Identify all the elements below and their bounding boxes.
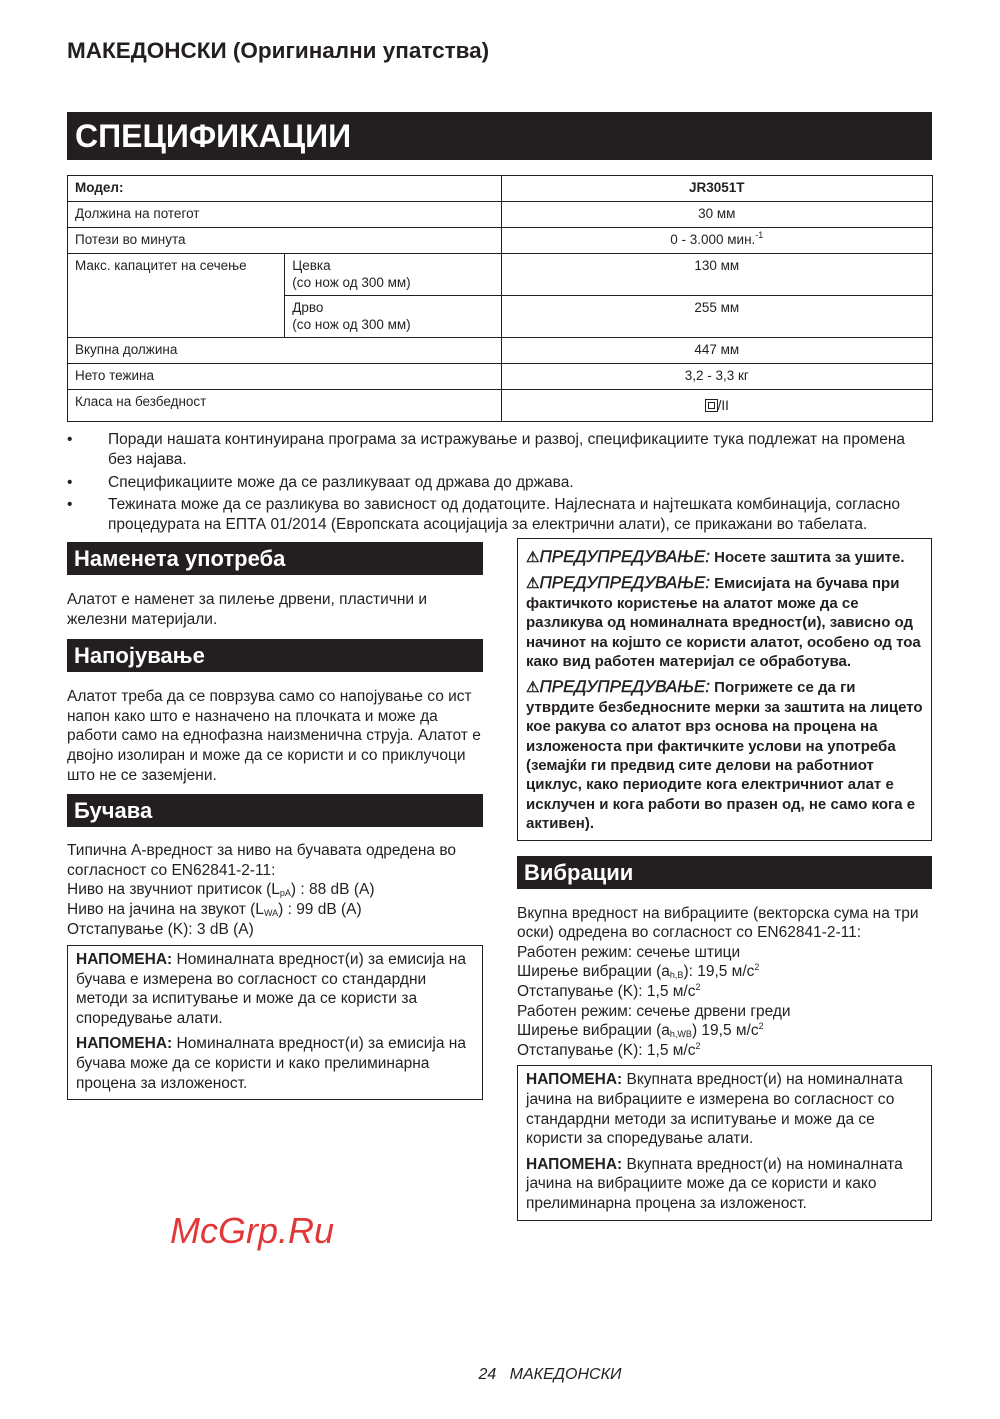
vibration-emission — [517, 1021, 932, 1041]
work-mode: Работен режим: сечење штици — [517, 943, 741, 961]
subscript: pA — [279, 888, 291, 899]
list-item-text: Спецификациите може да се разликуваат од држава до држава. — [108, 473, 574, 491]
vibration-heading: Вибрации — [517, 856, 932, 889]
power-text: Алатот треба да се поврзува само со напојување со ист напон како што е назначено на плочката и може да работи само на еднофазна наизменична струја. Алатот е двојно изолиран и може да се користи и со приклучоци што не се заземјени. — [67, 688, 481, 784]
strokes-value: 0 - 3.000 мин. — [670, 232, 756, 247]
model-label: Модел: — [68, 176, 502, 202]
warning-text: Емисијата на бучава при фактичкото користење на алатот може да се разликува од номиналната вредност(и), зависно од начинот на којшто се користи алатот, особено од тоа како вид работен материјал се обработува. — [526, 575, 921, 671]
noise-data — [67, 841, 483, 939]
table-row — [68, 228, 933, 254]
warning-icon: ⚠ — [526, 679, 540, 697]
note — [526, 1070, 923, 1148]
bullet: • — [67, 473, 73, 491]
capacity-sub-label — [285, 296, 501, 338]
table-row — [68, 202, 933, 228]
spec-heading: СПЕЦИФИКАЦИИ — [67, 112, 932, 160]
warning-text: Погрижете се да ги утврдите безбедносните мерки за заштита на лицето кое ракува со алатот врз основа на процена на изложеноста при фактичките услови на употреба (земајќи ги предвид сите делови на работниот циклус, како периодите кога електричниот алат е исклучен и кога работи во празен од, не само кога е активен). — [526, 679, 923, 833]
superscript: 2 — [754, 962, 760, 973]
table-row — [68, 364, 933, 390]
superscript: 2 — [695, 982, 701, 993]
intended-use-heading: Наменета употреба — [67, 542, 483, 575]
list-item — [67, 495, 932, 535]
warning-label: ПРЕДУПРЕДУВАЊЕ: — [539, 677, 710, 697]
list-item — [67, 430, 932, 470]
note — [526, 1155, 923, 1214]
text: ) : 99 dB (A) — [278, 900, 362, 918]
row-value — [501, 390, 933, 422]
sub-note: (со нож од 300 мм) — [292, 274, 411, 290]
sub-note: (со нож од 300 мм) — [292, 316, 411, 332]
row-label: Должина на потегот — [68, 202, 502, 228]
note-label: НАПОМЕНА: — [526, 1071, 623, 1089]
noise-note-box — [67, 945, 483, 1100]
text: Отстапување (K): 1,5 м/с — [517, 983, 696, 1001]
subscript: h,WB — [669, 1029, 692, 1040]
safety-class: /II — [717, 398, 729, 413]
table-row — [68, 338, 933, 364]
bullet: • — [67, 431, 73, 448]
footer-language: МАКЕДОНСКИ — [509, 1366, 622, 1383]
row-value — [501, 228, 933, 254]
warning-label: ПРЕДУПРЕДУВАЊЕ: — [539, 573, 710, 593]
vibration-uncertainty — [517, 982, 932, 1002]
warning — [526, 573, 923, 671]
note-text: Вкупната вредност(и) на номиналната јачина на вибрациите може да се користи и како прелиминарна процена за изложеност. — [526, 1155, 903, 1212]
model-value: JR3051T — [501, 176, 933, 202]
two-columns — [67, 542, 932, 1221]
content-flow — [67, 430, 932, 1221]
row-label: Нето тежина — [68, 364, 502, 390]
vibration-note-box — [517, 1065, 932, 1220]
page-number: 24 — [478, 1366, 497, 1383]
page-footer — [0, 1366, 1000, 1384]
note-text: Номиналната вредност(и) за емисија на бучава е измерена во согласност со стандардни методи за испитување и може да се користи за споредување алати. — [76, 951, 466, 1027]
row-value: 3,2 - 3,3 кг — [501, 364, 933, 390]
warning-icon: ⚠ — [526, 548, 540, 566]
work-mode: Работен режим: сечење дрвени греди — [517, 1002, 791, 1020]
bullet: • — [67, 496, 73, 514]
vibration-intro: Вкупна вредност на вибрациите (векторска сума на три оски) одредена во согласност со EN62841-2-11: — [517, 904, 919, 942]
warning-label: ПРЕДУПРЕДУВАЊЕ: — [539, 546, 710, 566]
note-label: НАПОМЕНА: — [526, 1155, 623, 1173]
noise-lpa — [67, 880, 483, 900]
text: Ширење вибрации (a — [517, 1022, 670, 1040]
unit-exponent: -1 — [755, 230, 764, 240]
warning-text: Носете заштита за ушите. — [710, 548, 905, 566]
warning-icon: ⚠ — [526, 575, 540, 593]
subscript: WA — [263, 907, 279, 918]
warning — [526, 547, 923, 567]
note-text: Вкупната вредност(и) на номиналната јачина на вибрациите е измерена во согласност со стандардни методи за испитување и може да се користи за споредување алати. — [526, 1071, 903, 1148]
noise-intro: Типична А-вредност за ниво на бучавата одредена во согласност со EN62841-2-11: — [67, 842, 457, 879]
text: Ниво на јачина на звукот (L — [67, 900, 264, 918]
text: ): 19,5 м/с — [683, 963, 755, 981]
double-insulation-icon — [705, 399, 718, 412]
spec-table — [67, 175, 933, 422]
list-item — [67, 473, 932, 493]
table-row — [68, 254, 933, 296]
capacity-sub-label — [285, 254, 501, 296]
note-text: Номиналната вредност(и) за емисија на бучава може да се користи и како прелиминарна процена за изложеност. — [76, 1035, 466, 1092]
text: Ширење вибрации (a — [517, 963, 670, 981]
row-label: Класа на безбедност — [68, 390, 502, 422]
vibration-emission — [517, 962, 932, 982]
row-value: 255 мм — [501, 296, 933, 338]
vibration-uncertainty — [517, 1041, 932, 1061]
sub-label: Дрво — [292, 300, 324, 315]
warning — [526, 677, 923, 833]
note — [76, 950, 474, 1028]
superscript: 2 — [695, 1040, 701, 1051]
row-label: Вкупна должина — [68, 338, 502, 364]
noise-uncertainty: Отстапување (K): 3 dB (A) — [67, 920, 254, 938]
table-row — [68, 176, 933, 202]
noise-heading: Бучава — [67, 794, 483, 827]
page-title: МАКЕДОНСКИ (Оригинални упатства) — [67, 38, 490, 63]
spec-notes-list — [67, 430, 932, 535]
warning-box — [517, 538, 932, 841]
capacity-label: Макс. капацитет на сечење — [68, 254, 285, 338]
row-label: Потези во минута — [68, 228, 502, 254]
table-row — [68, 390, 933, 422]
text: Ниво на звучниот притисок (L — [67, 881, 280, 899]
left-column — [67, 542, 483, 1221]
vibration-data — [517, 904, 932, 1061]
list-item-text: Тежината може да се разликува во зависност од додатоците. Најлесната и најтешката комбинација, согласно процедурата на ЕПТА 01/2014 (Европската асоцијација за електрични алати), се прикажани во табелата. — [108, 496, 901, 534]
noise-lwa — [67, 900, 483, 920]
text: ) : 88 dB (A) — [290, 881, 375, 899]
subscript: h,B — [669, 970, 684, 981]
row-value: 30 мм — [501, 202, 933, 228]
note-label: НАПОМЕНА: — [76, 1035, 173, 1053]
row-value: 447 мм — [501, 338, 933, 364]
note-label: НАПОМЕНА: — [76, 951, 173, 969]
text: ) 19,5 м/с — [691, 1022, 759, 1040]
list-item-text: Поради нашата континуирана програма за истражување и развој, спецификациите тука подлежат на промена без најава. — [108, 431, 906, 468]
right-column — [517, 542, 932, 1221]
intended-use-text: Алатот е наменет за пилење дрвени, пластични и железни материјали. — [67, 590, 427, 628]
text: Отстапување (K): 1,5 м/с — [517, 1041, 696, 1059]
watermark: McGrp.Ru — [170, 1210, 335, 1251]
row-value: 130 мм — [501, 254, 933, 296]
sub-label: Цевка — [292, 258, 331, 273]
superscript: 2 — [758, 1021, 764, 1032]
power-heading: Напојување — [67, 639, 483, 672]
note — [76, 1034, 474, 1093]
